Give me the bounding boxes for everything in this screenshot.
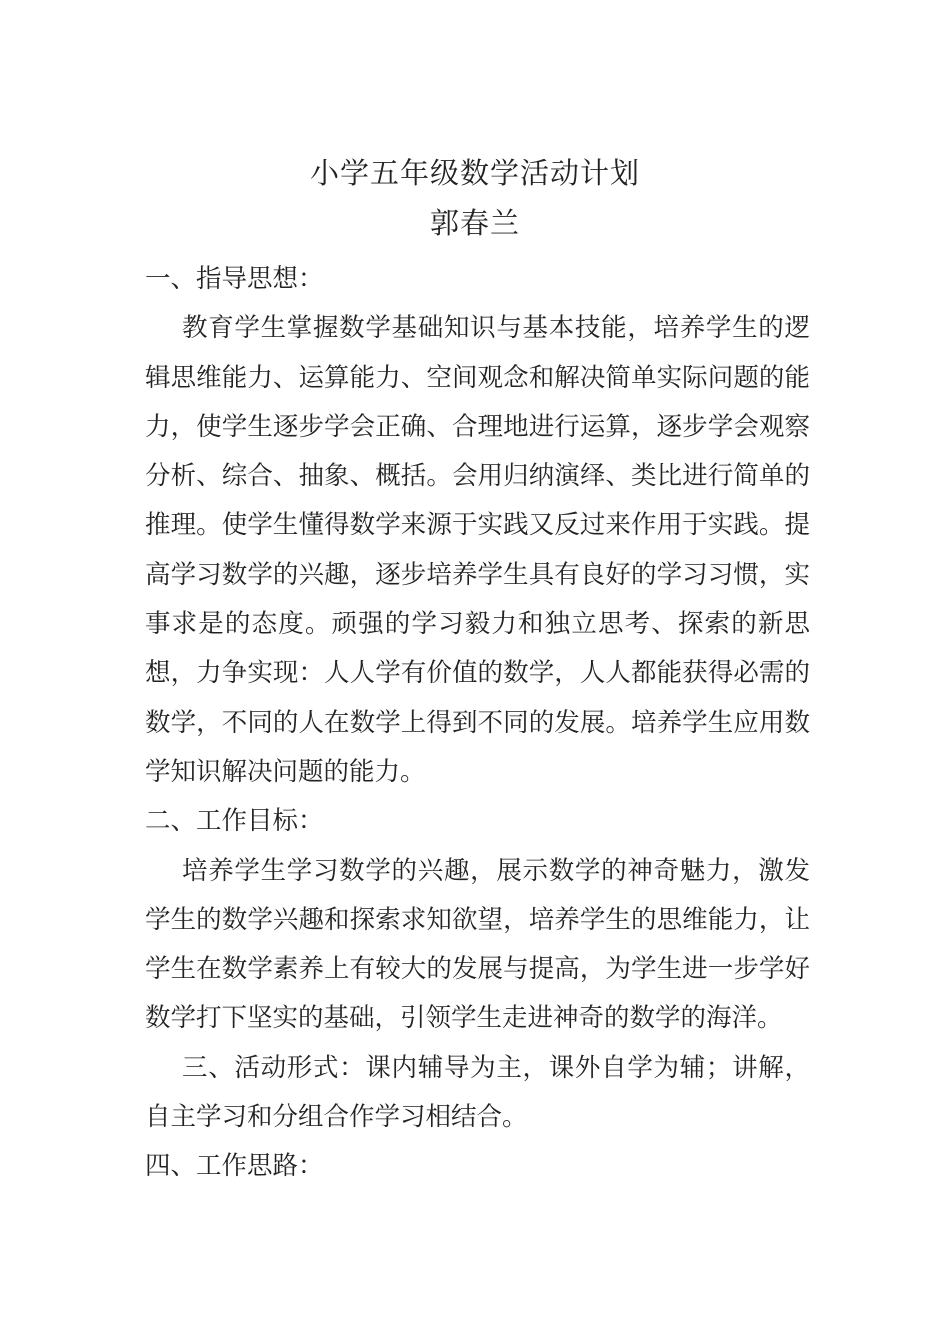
section-heading-guiding-ideology: 一、指导思想： [145, 264, 324, 294]
document-author: 郭春兰 [429, 206, 520, 240]
section-heading-work-goals: 二、工作目标： [145, 806, 324, 837]
document-title: 小学五年级数学活动计划 [309, 156, 640, 190]
section-heading-work-approach: 四、工作思路： [145, 1151, 324, 1182]
section-paragraph-work-goals: 培养学生学习数学的兴趣，展示数学的神奇魅力，激发学生的数学兴趣和探索求知欲望，培养学生的思维能力，让学生在数学素养上有较大的发展与提高，为学生进一步学好数学打下坚实的基础，引领学生走进神奇的数学的海洋。 [145, 855, 810, 1034]
section-paragraph-activity-format: 三、活动形式：课内辅导为主，课外自学为辅；讲解，自主学习和分组合作学习相结合。 [145, 1052, 810, 1133]
document-body [145, 255, 810, 1192]
section-paragraph-guiding-ideology: 教育学生掌握数学基础知识与基本技能，培养学生的逻辑思维能力、运算能力、空间观念和解决简单实际问题的能力，使学生逐步学会正确、合理地进行运算，逐步学会观察分析、综合、抽象、概括。会用归纳演绎、类比进行简单的推理。使学生懂得数学来源于实践又反过来作用于实践。提高学习数学的兴趣，逐步培养学生具有良好的学习习惯，实事求是的态度。顽强的学习毅力和独立思考、探索的新思想，力争实现：人人学有价值的数学，人人都能获得必需的数学，不同的人在数学上得到不同的发展。培养学生应用数学知识解决问题的能力。 [145, 313, 810, 787]
